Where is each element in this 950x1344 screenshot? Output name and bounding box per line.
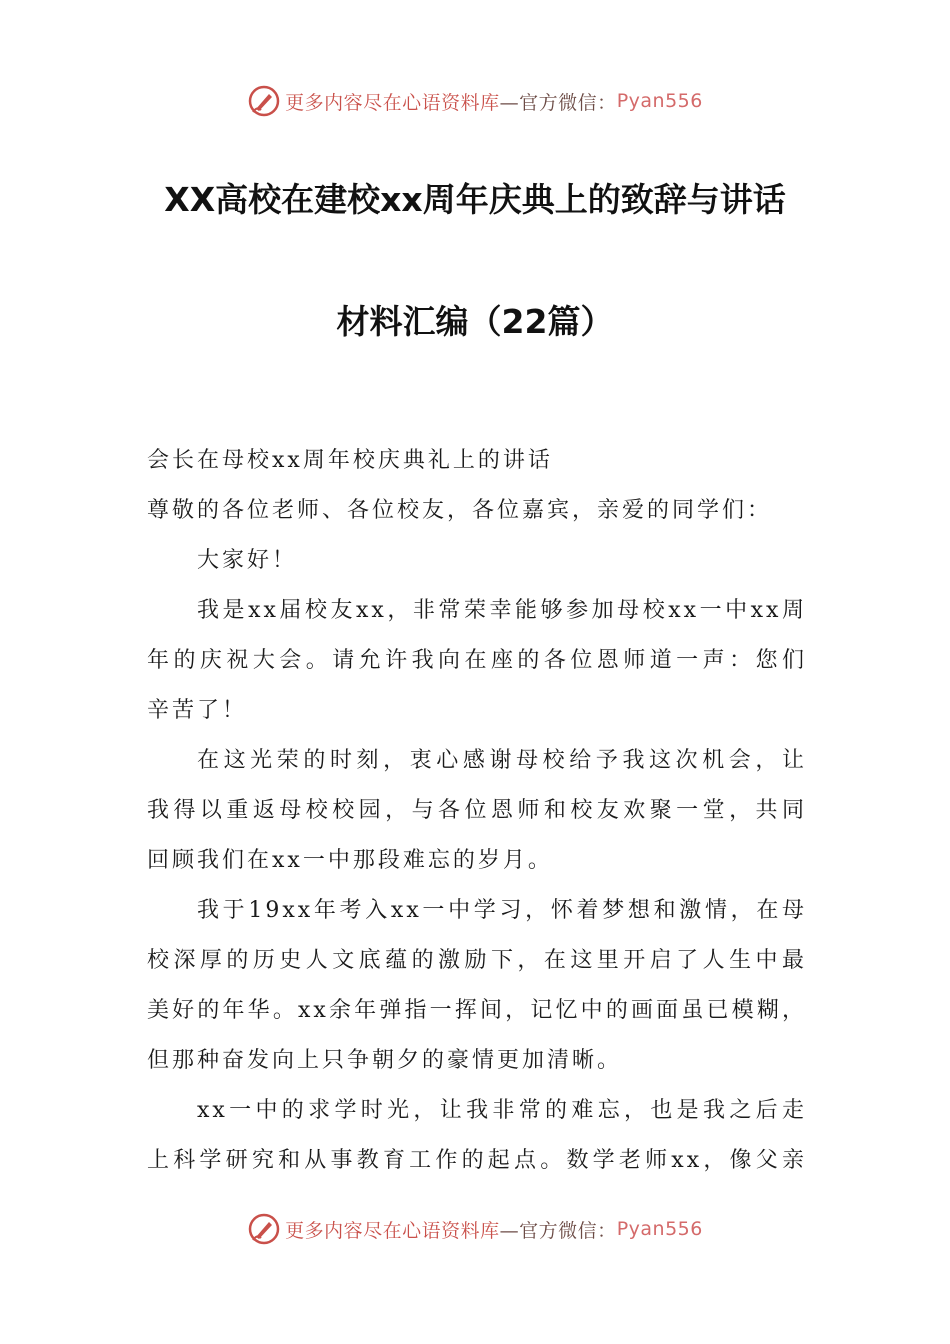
pen-logo-icon bbox=[247, 1212, 281, 1246]
paragraph-line: 我于19xx年考入xx一中学习，怀着梦想和激情，在母 bbox=[197, 898, 807, 923]
banner-text-wechat: —官方微信： bbox=[499, 91, 617, 114]
banner-text-id: Pyan556 bbox=[616, 1218, 703, 1240]
banner-text-main: 更多内容尽在心语资料库 bbox=[285, 91, 500, 114]
footer-banner bbox=[0, 1212, 950, 1246]
paragraph-line: 大家好！ bbox=[197, 548, 298, 573]
banner-text-id: Pyan556 bbox=[616, 90, 703, 112]
document-body bbox=[147, 436, 807, 1186]
paragraph-line: 我得以重返母校校园，与各位恩师和校友欢聚一堂，共同 bbox=[147, 798, 807, 823]
document-title-line2: 材料汇编（22篇） bbox=[336, 302, 614, 341]
salutation: 尊敬的各位老师、各位校友，各位嘉宾，亲爱的同学们： bbox=[147, 498, 773, 523]
paragraph-line: xx一中的求学时光，让我非常的难忘，也是我之后走 bbox=[197, 1098, 807, 1123]
header-banner bbox=[0, 84, 950, 118]
paragraph-line: 辛苦了！ bbox=[147, 698, 248, 723]
paragraph-line: 我是xx届校友xx，非常荣幸能够参加母校xx一中xx周 bbox=[197, 598, 807, 623]
paragraph-line: 年的庆祝大会。请允许我向在座的各位恩师道一声：您们 bbox=[147, 648, 807, 673]
paragraph-line: 在这光荣的时刻，衷心感谢母校给予我这次机会，让 bbox=[197, 748, 807, 773]
paragraph-line: 但那种奋发向上只争朝夕的豪情更加清晰。 bbox=[147, 1048, 623, 1073]
paragraph-line: 美好的年华。xx余年弹指一挥间，记忆中的画面虽已模糊， bbox=[147, 998, 807, 1023]
paragraph-line: 校深厚的历史人文底蕴的激励下，在这里开启了人生中最 bbox=[147, 948, 807, 973]
banner-text-wechat: —官方微信： bbox=[499, 1219, 617, 1242]
paragraph-line: 回顾我们在xx一中那段难忘的岁月。 bbox=[147, 848, 553, 873]
banner-text-main: 更多内容尽在心语资料库 bbox=[285, 1219, 500, 1242]
paragraph-line: 上科学研究和从事教育工作的起点。数学老师xx，像父亲 bbox=[147, 1148, 807, 1173]
pen-logo-icon bbox=[247, 84, 281, 118]
document-title-line1: XX高校在建校xx周年庆典上的致辞与讲话 bbox=[164, 180, 786, 219]
speech-heading: 会长在母校xx周年校庆典礼上的讲话 bbox=[147, 448, 553, 473]
